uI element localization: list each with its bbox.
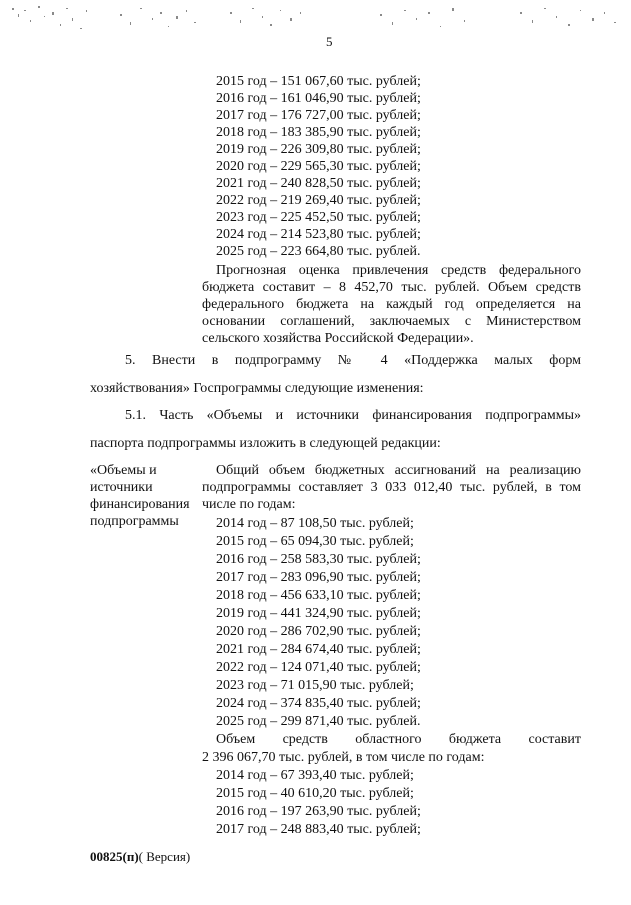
list-item: 2014 год – 67 393,40 тыс. рублей; <box>216 768 414 783</box>
paragraph-line: основании соглашений, заключаемых с Министерством <box>202 314 581 329</box>
paragraph-line: Прогнозная оценка привлечения средств федерального <box>216 263 581 278</box>
paragraph-line: бюджета составит – 8 452,70 тыс. рублей. Объем средств <box>202 280 581 295</box>
list-item: 2024 год – 214 523,80 тыс. рублей; <box>216 227 421 242</box>
list-item: 2015 год – 40 610,20 тыс. рублей; <box>216 786 414 801</box>
list-item: 2023 год – 225 452,50 тыс. рублей; <box>216 210 421 225</box>
paragraph-line: 5.1. Часть «Объемы и источники финансирования подпрограммы» <box>125 408 581 423</box>
paragraph-line: сельского хозяйства Российской Федерации». <box>202 331 474 346</box>
paragraph-line: 2 396 067,70 тыс. рублей, в том числе по годам: <box>202 750 485 765</box>
paragraph-line: числе по годам: <box>202 497 296 512</box>
list-item: 2019 год – 441 324,90 тыс. рублей; <box>216 606 421 621</box>
list-item: 2016 год – 258 583,30 тыс. рублей; <box>216 552 421 567</box>
list-item: 2024 год – 374 835,40 тыс. рублей; <box>216 696 421 711</box>
scan-noise <box>0 0 631 48</box>
version-label: ( Версия) <box>138 849 191 864</box>
list-item: 2017 год – 283 096,90 тыс. рублей; <box>216 570 421 585</box>
list-item: 2019 год – 226 309,80 тыс. рублей; <box>216 142 421 157</box>
list-item: 2020 год – 286 702,90 тыс. рублей; <box>216 624 421 639</box>
paragraph-line: Объем средств областного бюджета составит <box>216 732 581 747</box>
list-item: 2015 год – 151 067,60 тыс. рублей; <box>216 74 421 89</box>
document-code: 00825(п) <box>90 849 139 864</box>
funding-label <box>90 462 190 530</box>
paragraph-line: подпрограммы составляет 3 033 012,40 тыс. рублей, в том <box>202 480 581 495</box>
list-item: 2016 год – 161 046,90 тыс. рублей; <box>216 91 421 106</box>
list-item: 2020 год – 229 565,30 тыс. рублей; <box>216 159 421 174</box>
list-item: 2018 год – 183 385,90 тыс. рублей; <box>216 125 421 140</box>
paragraph-line: 5. Внести в подпрограмму № 4 «Поддержка малых форм <box>125 353 581 368</box>
label-line: подпрограммы <box>90 514 179 529</box>
document-footer <box>90 849 190 865</box>
list-item: 2018 год – 456 633,10 тыс. рублей; <box>216 588 421 603</box>
page-number: 5 <box>326 34 333 49</box>
label-line: источники <box>90 480 153 495</box>
list-item: 2014 год – 87 108,50 тыс. рублей; <box>216 516 414 531</box>
paragraph-line: паспорта подпрограммы изложить в следующей редакции: <box>90 436 441 451</box>
list-item: 2025 год – 299 871,40 тыс. рублей. <box>216 714 421 729</box>
label-line: финансирования <box>90 497 190 512</box>
list-item: 2021 год – 240 828,50 тыс. рублей; <box>216 176 421 191</box>
list-item: 2022 год – 219 269,40 тыс. рублей; <box>216 193 421 208</box>
list-item: 2015 год – 65 094,30 тыс. рублей; <box>216 534 414 549</box>
list-item: 2023 год – 71 015,90 тыс. рублей; <box>216 678 414 693</box>
list-item: 2016 год – 197 263,90 тыс. рублей; <box>216 804 421 819</box>
list-item: 2017 год – 176 727,00 тыс. рублей; <box>216 108 421 123</box>
paragraph-line: федерального бюджета на каждый год определяется на <box>202 297 581 312</box>
list-item: 2025 год – 223 664,80 тыс. рублей. <box>216 244 421 259</box>
list-item: 2017 год – 248 883,40 тыс. рублей; <box>216 822 421 837</box>
list-item: 2022 год – 124 071,40 тыс. рублей; <box>216 660 421 675</box>
label-line: «Объемы и <box>90 463 157 478</box>
paragraph-line: хозяйствования» Госпрограммы следующие изменения: <box>90 381 424 396</box>
paragraph-line: Общий объем бюджетных ассигнований на реализацию <box>216 463 581 478</box>
list-item: 2021 год – 284 674,40 тыс. рублей; <box>216 642 421 657</box>
